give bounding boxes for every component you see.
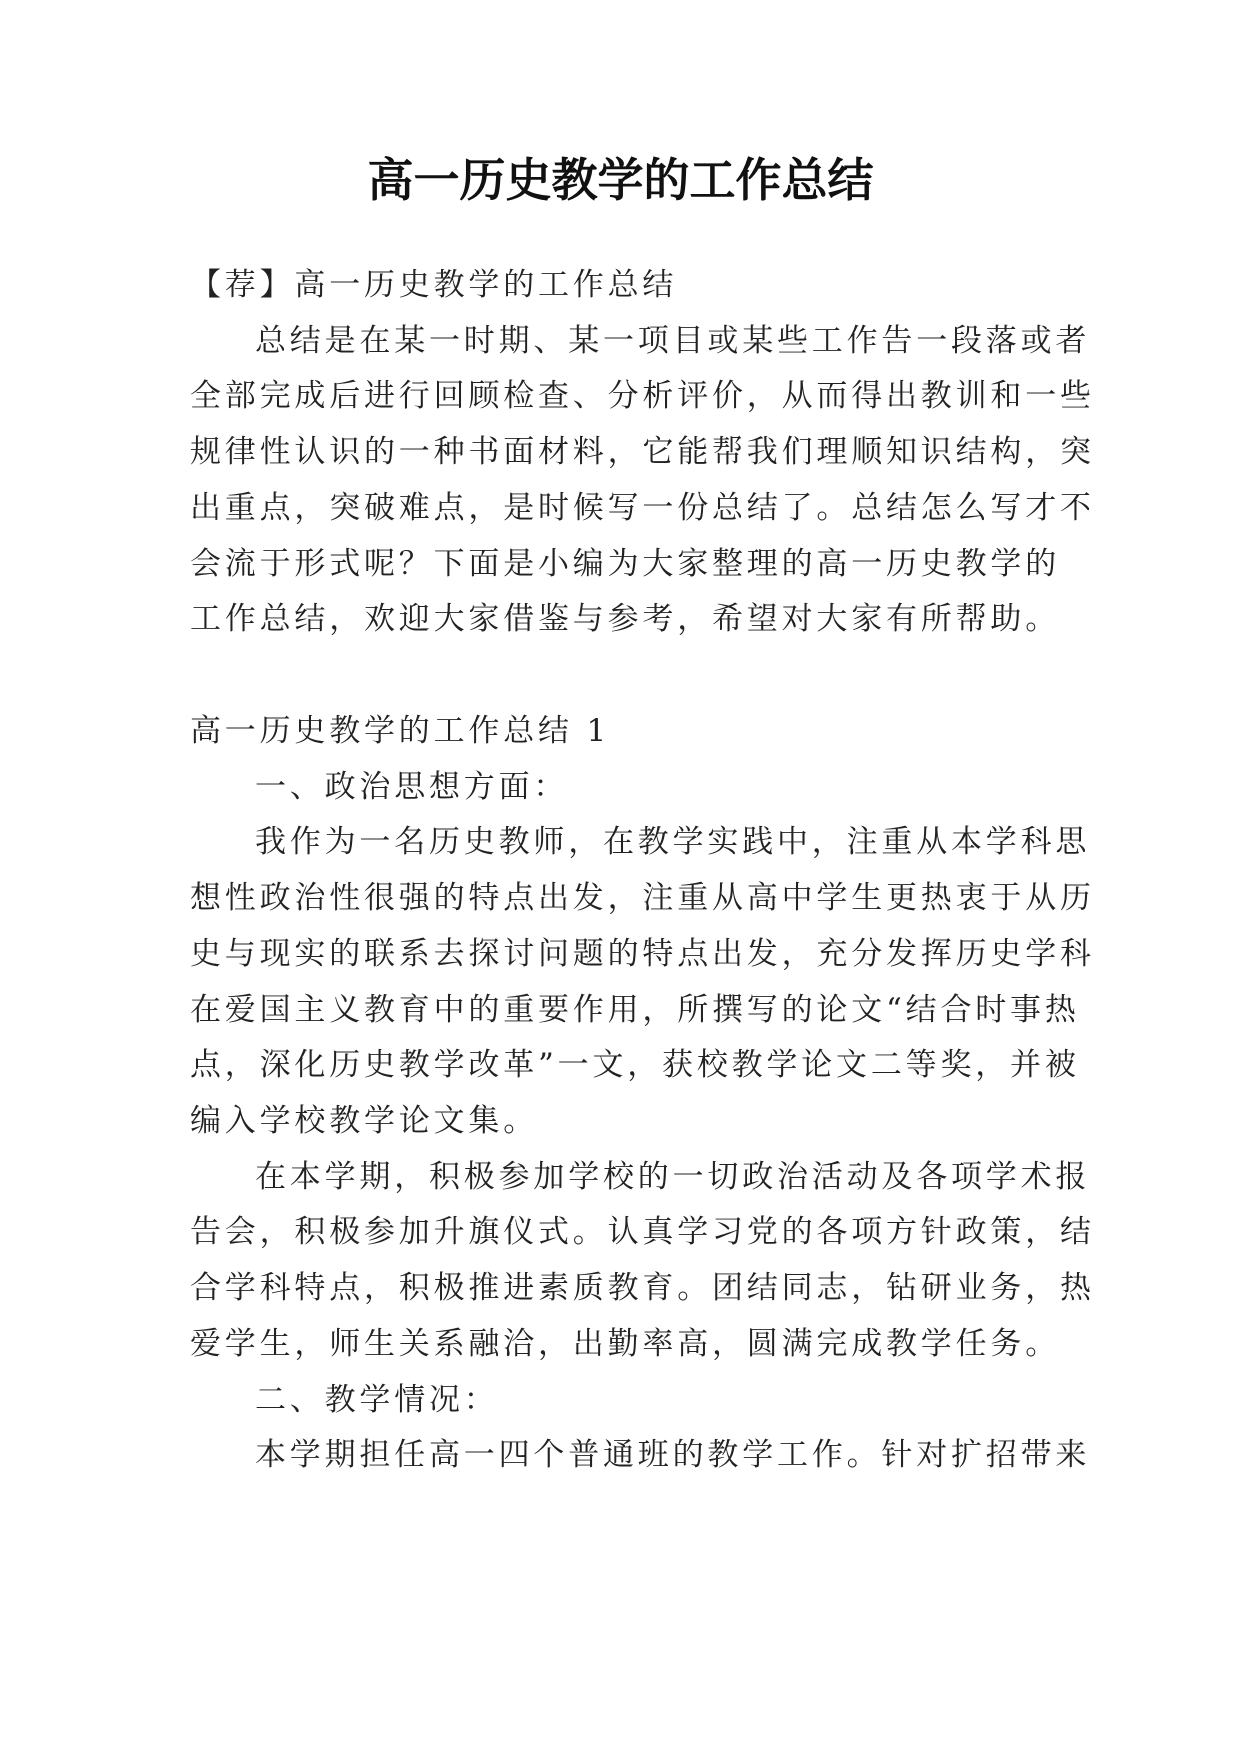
- body-line: 在本学期，积极参加学校的一切政治活动及各项学术报: [255, 1159, 1091, 1195]
- body-line: 本学期担任高一四个普通班的教学工作。针对扩招带来: [255, 1437, 1091, 1473]
- body-line: 爱学生，师生关系融洽，出勤率高，圆满完成教学任务。: [190, 1326, 1060, 1362]
- body-line: 编入学校教学论文集。: [190, 1103, 538, 1139]
- body-line: 合学科特点，积极推进素质教育。团结同志，钻研业务，热: [190, 1270, 1095, 1306]
- body-line: 我作为一名历史教师，在教学实践中，注重从本学科思: [255, 824, 1091, 860]
- intro-line: 出重点，突破难点，是时候写一份总结了。总结怎么写才不: [190, 490, 1095, 526]
- document-title: 高一历史教学的工作总结: [367, 153, 874, 207]
- intro-line: 会流于形式呢？下面是小编为大家整理的高一历史教学的: [190, 546, 1060, 582]
- subsection-heading: 一、政治思想方面：: [255, 769, 569, 805]
- section-heading: 高一历史教学的工作总结 1: [190, 713, 610, 749]
- intro-line: 全部完成后进行回顾检查、分析评价，从而得出教训和一些: [190, 378, 1095, 414]
- recommended-heading: 【荐】高一历史教学的工作总结: [190, 267, 678, 303]
- body-line: 想性政治性很强的特点出发，注重从高中学生更热衷于从历: [190, 880, 1095, 916]
- intro-line: 总结是在某一时期、某一项目或某些工作告一段落或者: [255, 323, 1091, 359]
- body-line: 告会，积极参加升旗仪式。认真学习党的各项方针政策，结: [190, 1214, 1095, 1250]
- body-line: 史与现实的联系去探讨问题的特点出发，充分发挥历史学科: [190, 936, 1095, 972]
- intro-line: 规律性认识的一种书面材料，它能帮我们理顺知识结构，突: [190, 434, 1095, 470]
- intro-line: 工作总结，欢迎大家借鉴与参考，希望对大家有所帮助。: [190, 601, 1060, 637]
- subsection-heading: 二、教学情况：: [255, 1382, 499, 1418]
- body-line: 在爱国主义教育中的重要作用，所撰写的论文“结合时事热: [190, 992, 1080, 1028]
- body-line: 点，深化历史教学改革”一文，获校教学论文二等奖，并被: [190, 1047, 1080, 1083]
